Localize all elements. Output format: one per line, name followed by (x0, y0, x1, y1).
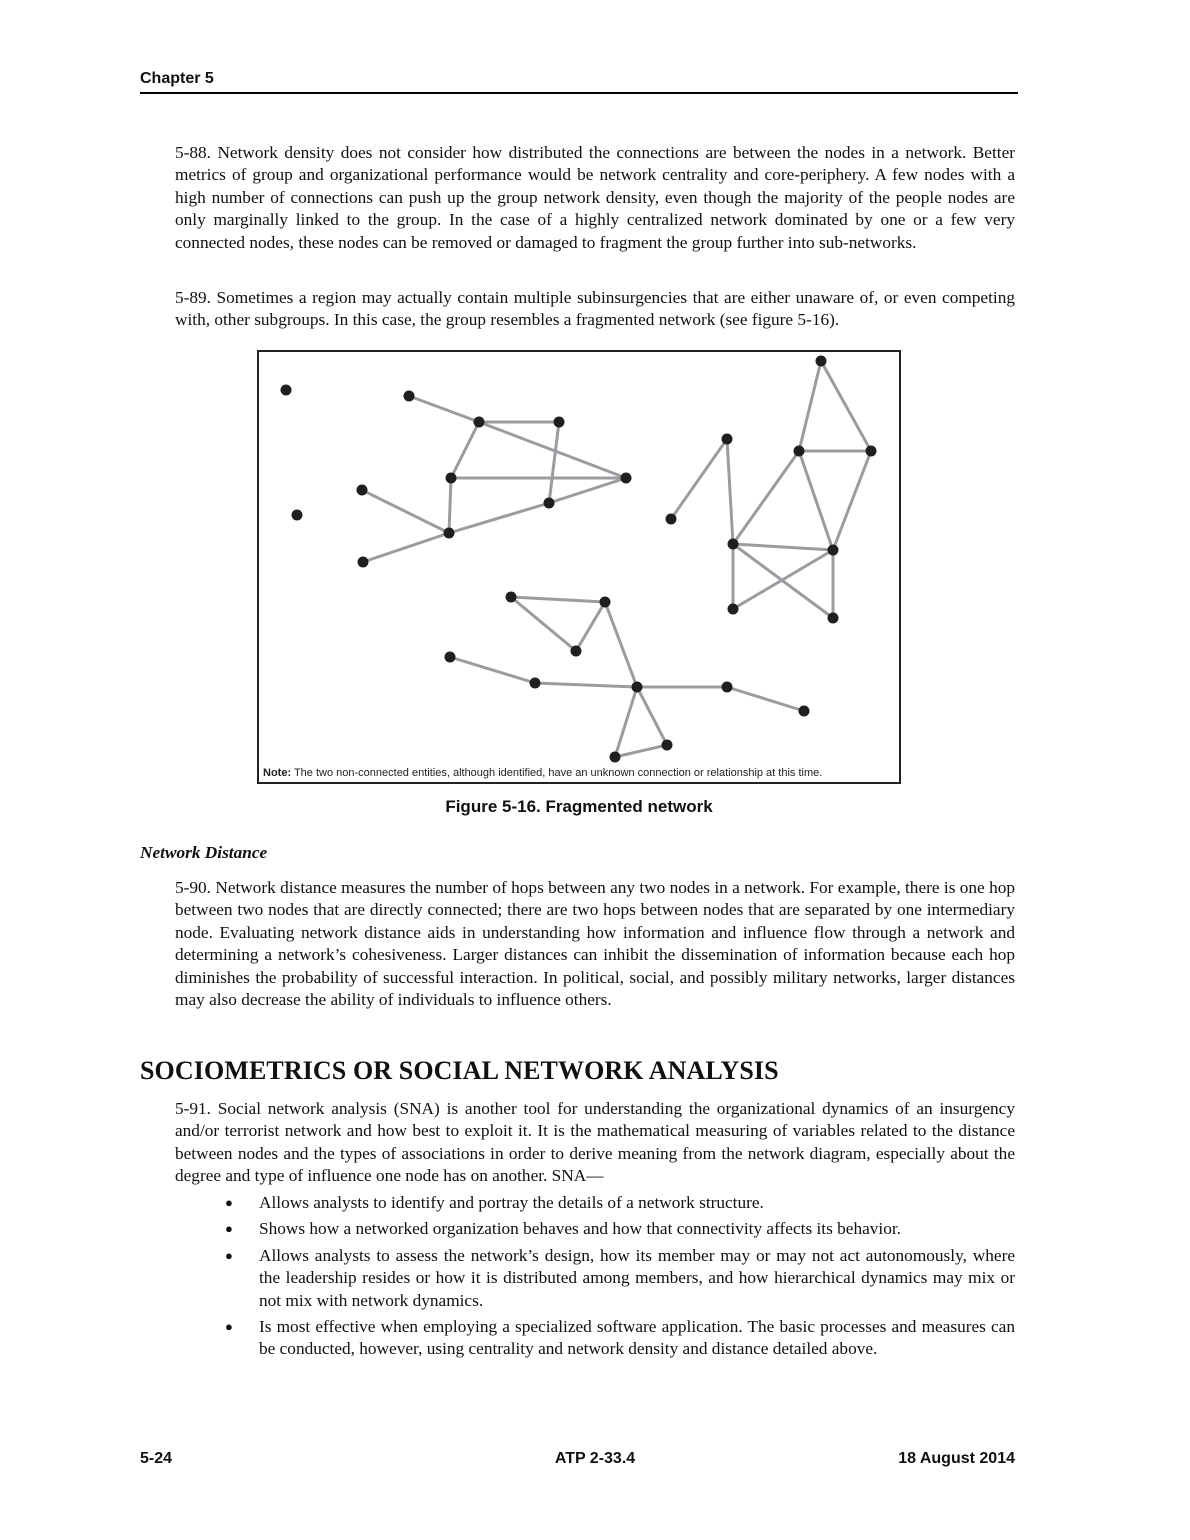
network-edge (605, 602, 637, 687)
bullet-item (175, 1316, 1015, 1361)
network-node (474, 417, 485, 428)
chapter-header: Chapter 5 (140, 70, 214, 87)
bullet-glyph: ● (225, 1247, 233, 1263)
network-edge (511, 597, 576, 651)
figure-caption: Figure 5-16. Fragmented network (445, 797, 713, 816)
network-edge (733, 550, 833, 609)
network-node (866, 446, 877, 457)
network-node (506, 592, 517, 603)
network-edge (549, 478, 626, 503)
network-edge (451, 422, 479, 478)
network-node (666, 514, 677, 525)
bullet-text: Is most effective when employing a specialized software application. The basic processes and measures can be conducted, however, using centrality and network density and distance detailed above. (259, 1317, 1015, 1359)
bullet-item (175, 1245, 1015, 1312)
paragraph-5-89: 5-89. Sometimes a region may actually contain multiple subinsurgencies that are either unaware of, or even competing with, other subgroups. In this case, the group resembles a fragmented network (see figure 5-16). (175, 288, 1015, 330)
network-node (632, 682, 643, 693)
section-heading: SOCIOMETRICS OR SOCIAL NETWORK ANALYSIS (140, 1056, 779, 1085)
network-edge (727, 439, 733, 544)
figure-note-text: The two non-connected entities, although identified, have an unknown connection or relationship at this time. (291, 767, 823, 779)
paragraph-5-90: 5-90. Network distance measures the number of hops between any two nodes in a network. For example, there is one hop between two nodes that are directly connected; there are two hops between nodes that are separated by one intermediary node. Evaluating network distance aids in understanding how information and influence flow through a network and determining a network’s cohesiveness. Larger distances can inhibit the dissemination of information because each hop diminishes the probability of successful interaction. In political, social, and possibly military networks, larger distances may also decrease the ability of individuals to influence others. (175, 878, 1015, 1010)
network-node (571, 646, 582, 657)
bullet-text: Shows how a networked organization behaves and how that connectivity affects its behavior. (259, 1219, 901, 1239)
header-rule (140, 92, 1018, 94)
figure-note-label: Note: (263, 767, 292, 779)
bullet-glyph: ● (225, 1319, 233, 1335)
paragraph-5-88: 5-88. Network density does not consider how distributed the connections are between the nodes in a network. Better metrics of group and organizational performance would be network centrality and core-periphery. A few nodes with a high number of connections can push up the group network density, even though the majority of the people nodes are only marginally linked to the group. In the case of a highly centralized network dominated by one or a few very connected nodes, these nodes can be removed or damaged to fragment the group further into sub-networks. (175, 143, 1015, 252)
network-edge (362, 490, 449, 533)
network-node (281, 385, 292, 396)
network-node (358, 557, 369, 568)
network-node (530, 678, 541, 689)
bullet-glyph: ● (225, 1221, 233, 1237)
network-node (828, 545, 839, 556)
network-node (828, 613, 839, 624)
network-node (445, 652, 456, 663)
network-edge (511, 597, 605, 602)
network-diagram (259, 352, 899, 782)
network-node (404, 391, 415, 402)
network-node (446, 473, 457, 484)
network-edge (535, 683, 637, 687)
network-edge (733, 544, 833, 550)
bullet-text: Allows analysts to assess the network’s design, how its member may or may not act autonomously, where the leadership resides or how it is distributed among members, and how hierarchical dynamics may mix or not mix with network dynamics. (259, 1245, 1015, 1310)
network-node (722, 434, 733, 445)
network-edge (799, 361, 821, 451)
paragraph-5-91: 5-91. Social network analysis (SNA) is another tool for understanding the organizational dynamics of an insurgency and/or terrorist network and how best to exploit it. It is the mathematical measuring of variables related to the distance between nodes and the types of associations in order to derive meaning from the network diagram, especially about the degree and type of influence one node has on another. SNA— (175, 1099, 1015, 1186)
network-node (444, 528, 455, 539)
network-node (621, 473, 632, 484)
network-edge (833, 451, 871, 550)
footer-date: 18 August 2014 (898, 1450, 1015, 1467)
network-node (728, 604, 739, 615)
network-node (728, 539, 739, 550)
network-node (610, 752, 621, 763)
network-edge (637, 687, 667, 745)
network-edge (821, 361, 871, 451)
network-edge (576, 602, 605, 651)
network-node (799, 706, 810, 717)
network-node (600, 597, 611, 608)
figure-note (263, 767, 822, 779)
footer-page-number: 5-24 (140, 1450, 173, 1467)
network-edge (450, 657, 535, 683)
network-edge (615, 745, 667, 757)
network-edge (549, 422, 559, 503)
network-edge (409, 396, 479, 422)
network-edge (727, 687, 804, 711)
sna-bullet-list (175, 1192, 1015, 1365)
fragmented-network-figure (257, 350, 901, 784)
footer-publication: ATP 2-33.4 (554, 1450, 636, 1467)
bullet-text: Allows analysts to identify and portray the details of a network structure. (259, 1193, 764, 1212)
network-node (662, 740, 673, 751)
bullet-item (175, 1192, 1015, 1214)
network-edge (671, 439, 727, 519)
bullet-glyph: ● (225, 1195, 233, 1210)
network-node (544, 498, 555, 509)
subheading-network-distance: Network Distance (140, 843, 268, 862)
network-node (292, 510, 303, 521)
network-edge (363, 533, 449, 562)
network-edge (615, 687, 637, 757)
network-node (794, 446, 805, 457)
network-edge (733, 451, 799, 544)
network-node (722, 682, 733, 693)
network-edge (449, 503, 549, 533)
network-edge (799, 451, 833, 550)
network-edge (449, 478, 451, 533)
network-node (554, 417, 565, 428)
network-node (357, 485, 368, 496)
bullet-item (175, 1218, 1015, 1240)
network-node (816, 356, 827, 367)
